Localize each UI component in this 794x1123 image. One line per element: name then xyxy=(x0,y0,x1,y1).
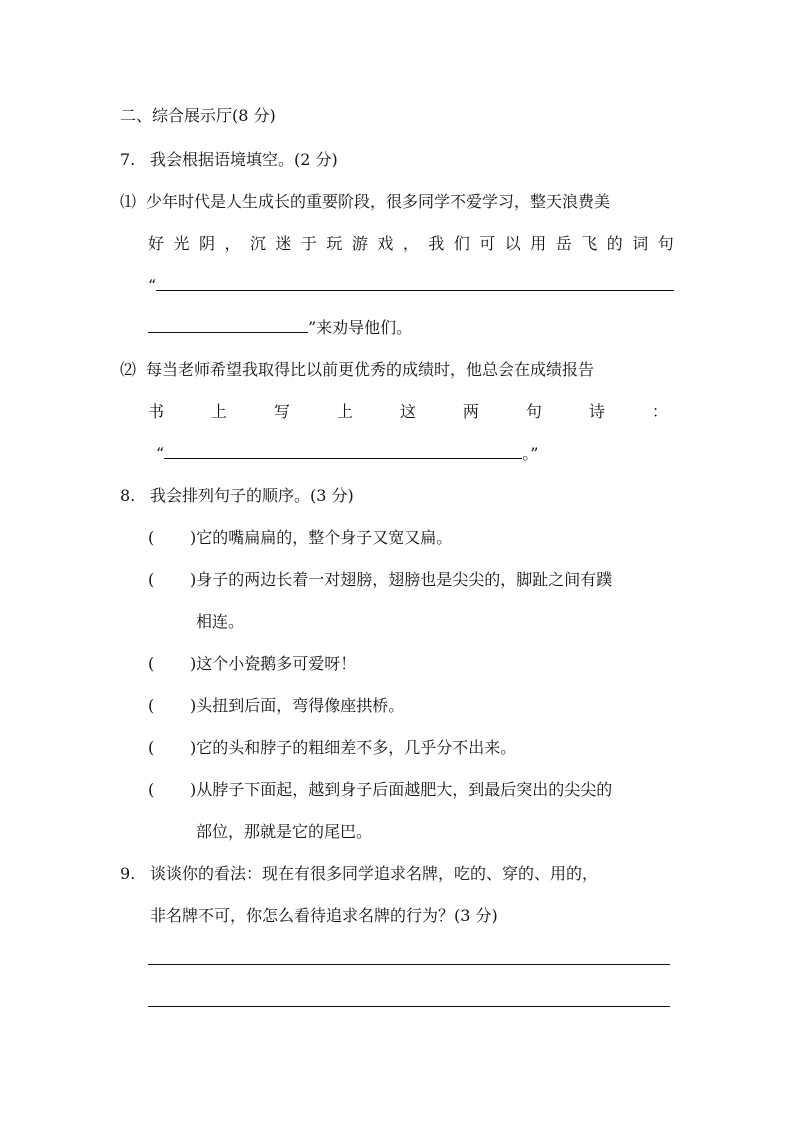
open-quote: “ xyxy=(156,444,165,463)
spread-char: 两 xyxy=(462,402,479,421)
q7-sub2-line2 xyxy=(148,402,668,422)
spread-char: 写 xyxy=(273,402,290,421)
close-tail: 。” xyxy=(522,444,539,463)
order-item xyxy=(148,738,516,758)
question-9-line2 xyxy=(150,906,498,926)
order-item-continuation: 相连。 xyxy=(196,612,245,631)
answer-paren-open[interactable]: ( xyxy=(148,696,155,715)
section-title: 二、综合展示厅(8 分) xyxy=(120,106,276,125)
question-text: 非名牌不可，你怎么看待追求名牌的行为？(3 分) xyxy=(150,906,498,925)
spread-char: 飞 xyxy=(581,234,598,253)
spread-char: 的 xyxy=(606,234,623,253)
spread-char: 好 xyxy=(148,234,165,253)
spread-char: ， xyxy=(224,234,241,253)
spread-char: ， xyxy=(402,234,419,253)
question-text: 我会根据语境填空。(2 分) xyxy=(150,150,338,169)
order-item-text: 从脖子下面起，越到身子后面越肥大，到最后突出的尖尖的 xyxy=(196,780,613,799)
fill-blank[interactable] xyxy=(156,276,674,291)
question-7-stem xyxy=(120,150,338,170)
spread-char: 玩 xyxy=(326,234,343,253)
answer-paren-close: ) xyxy=(190,654,197,673)
order-item xyxy=(148,696,404,716)
q7-sub1-answer-line2 xyxy=(148,318,412,338)
answer-paren-close: ) xyxy=(190,570,197,589)
question-9-line1 xyxy=(120,864,598,884)
order-item xyxy=(148,570,612,590)
answer-paren-close: ) xyxy=(190,696,197,715)
spread-char: 阴 xyxy=(198,234,215,253)
spread-char: 句 xyxy=(525,402,542,421)
spread-char: 可 xyxy=(479,234,496,253)
spread-char: 游 xyxy=(351,234,368,253)
spread-char: 诗 xyxy=(588,402,605,421)
q7-sub1-line1 xyxy=(120,192,610,212)
spread-char: 于 xyxy=(300,234,317,253)
open-quote: “ xyxy=(148,276,157,295)
sub-label: ⑴ xyxy=(120,192,137,211)
answer-paren-open[interactable]: ( xyxy=(148,780,155,799)
answer-paren-open[interactable]: ( xyxy=(148,570,155,589)
close-tail: ”来劝导他们。 xyxy=(308,318,413,337)
fill-blank[interactable] xyxy=(148,318,308,333)
question-number: 7. xyxy=(120,150,136,169)
spread-char: 以 xyxy=(504,234,521,253)
spread-char: 戏 xyxy=(377,234,394,253)
order-item-text: 身子的两边长着一对翅膀，翅膀也是尖尖的，脚趾之间有蹼 xyxy=(196,570,613,589)
spread-char: 这 xyxy=(399,402,416,421)
answer-paren-open[interactable]: ( xyxy=(148,528,155,547)
spread-char: ： xyxy=(651,402,668,421)
spread-char: 上 xyxy=(336,402,353,421)
sub-text: 少年时代是人生成长的重要阶段，很多同学不爱学习，整天浪费美 xyxy=(146,192,611,211)
answer-paren-open[interactable]: ( xyxy=(148,654,155,673)
question-8-stem xyxy=(120,486,354,506)
sub-text: 每当老师希望我取得比以前更优秀的成绩时，他总会在成绩报告 xyxy=(146,360,595,379)
spread-char: 用 xyxy=(530,234,547,253)
question-number: 9. xyxy=(120,864,136,883)
q7-sub1-answer-line1 xyxy=(148,276,674,296)
answer-paren-open[interactable]: ( xyxy=(148,738,155,757)
order-item xyxy=(148,780,612,800)
question-number: 8. xyxy=(120,486,136,505)
fill-blank[interactable] xyxy=(164,444,522,459)
spread-char: 书 xyxy=(148,402,165,421)
spread-char: 岳 xyxy=(555,234,572,253)
order-item-text: 这个小瓷鹅多可爱呀！ xyxy=(196,654,357,673)
answer-line[interactable] xyxy=(148,1006,670,1007)
q7-sub2-line1 xyxy=(120,360,594,380)
spread-char: 光 xyxy=(173,234,190,253)
answer-paren-close: ) xyxy=(190,528,197,547)
spread-char: 上 xyxy=(210,402,227,421)
answer-line[interactable] xyxy=(148,964,670,965)
q7-sub2-answer-line xyxy=(156,444,538,464)
question-text: 我会排列句子的顺序。(3 分) xyxy=(150,486,354,505)
spread-char: 词 xyxy=(632,234,649,253)
answer-paren-close: ) xyxy=(190,738,197,757)
order-item-text: 头扭到后面，弯得像座拱桥。 xyxy=(196,696,405,715)
sub-label: ⑵ xyxy=(120,360,137,379)
answer-paren-close: ) xyxy=(190,780,197,799)
order-item-text: 它的头和脖子的粗细差不多，几乎分不出来。 xyxy=(196,738,517,757)
question-text: 谈谈你的看法：现在有很多同学追求名牌，吃的、穿的、用的， xyxy=(150,864,599,883)
order-item-continuation: 部位，那就是它的尾巴。 xyxy=(196,822,373,841)
spread-char: 们 xyxy=(453,234,470,253)
spread-char: 句 xyxy=(657,234,674,253)
spread-char: 迷 xyxy=(275,234,292,253)
order-item xyxy=(148,654,356,674)
spread-char: 我 xyxy=(428,234,445,253)
q7-sub1-line2 xyxy=(148,234,674,254)
order-item-text: 它的嘴扁扁的，整个身子又宽又扁。 xyxy=(196,528,453,547)
order-item xyxy=(148,528,452,548)
spread-char: 沉 xyxy=(249,234,266,253)
